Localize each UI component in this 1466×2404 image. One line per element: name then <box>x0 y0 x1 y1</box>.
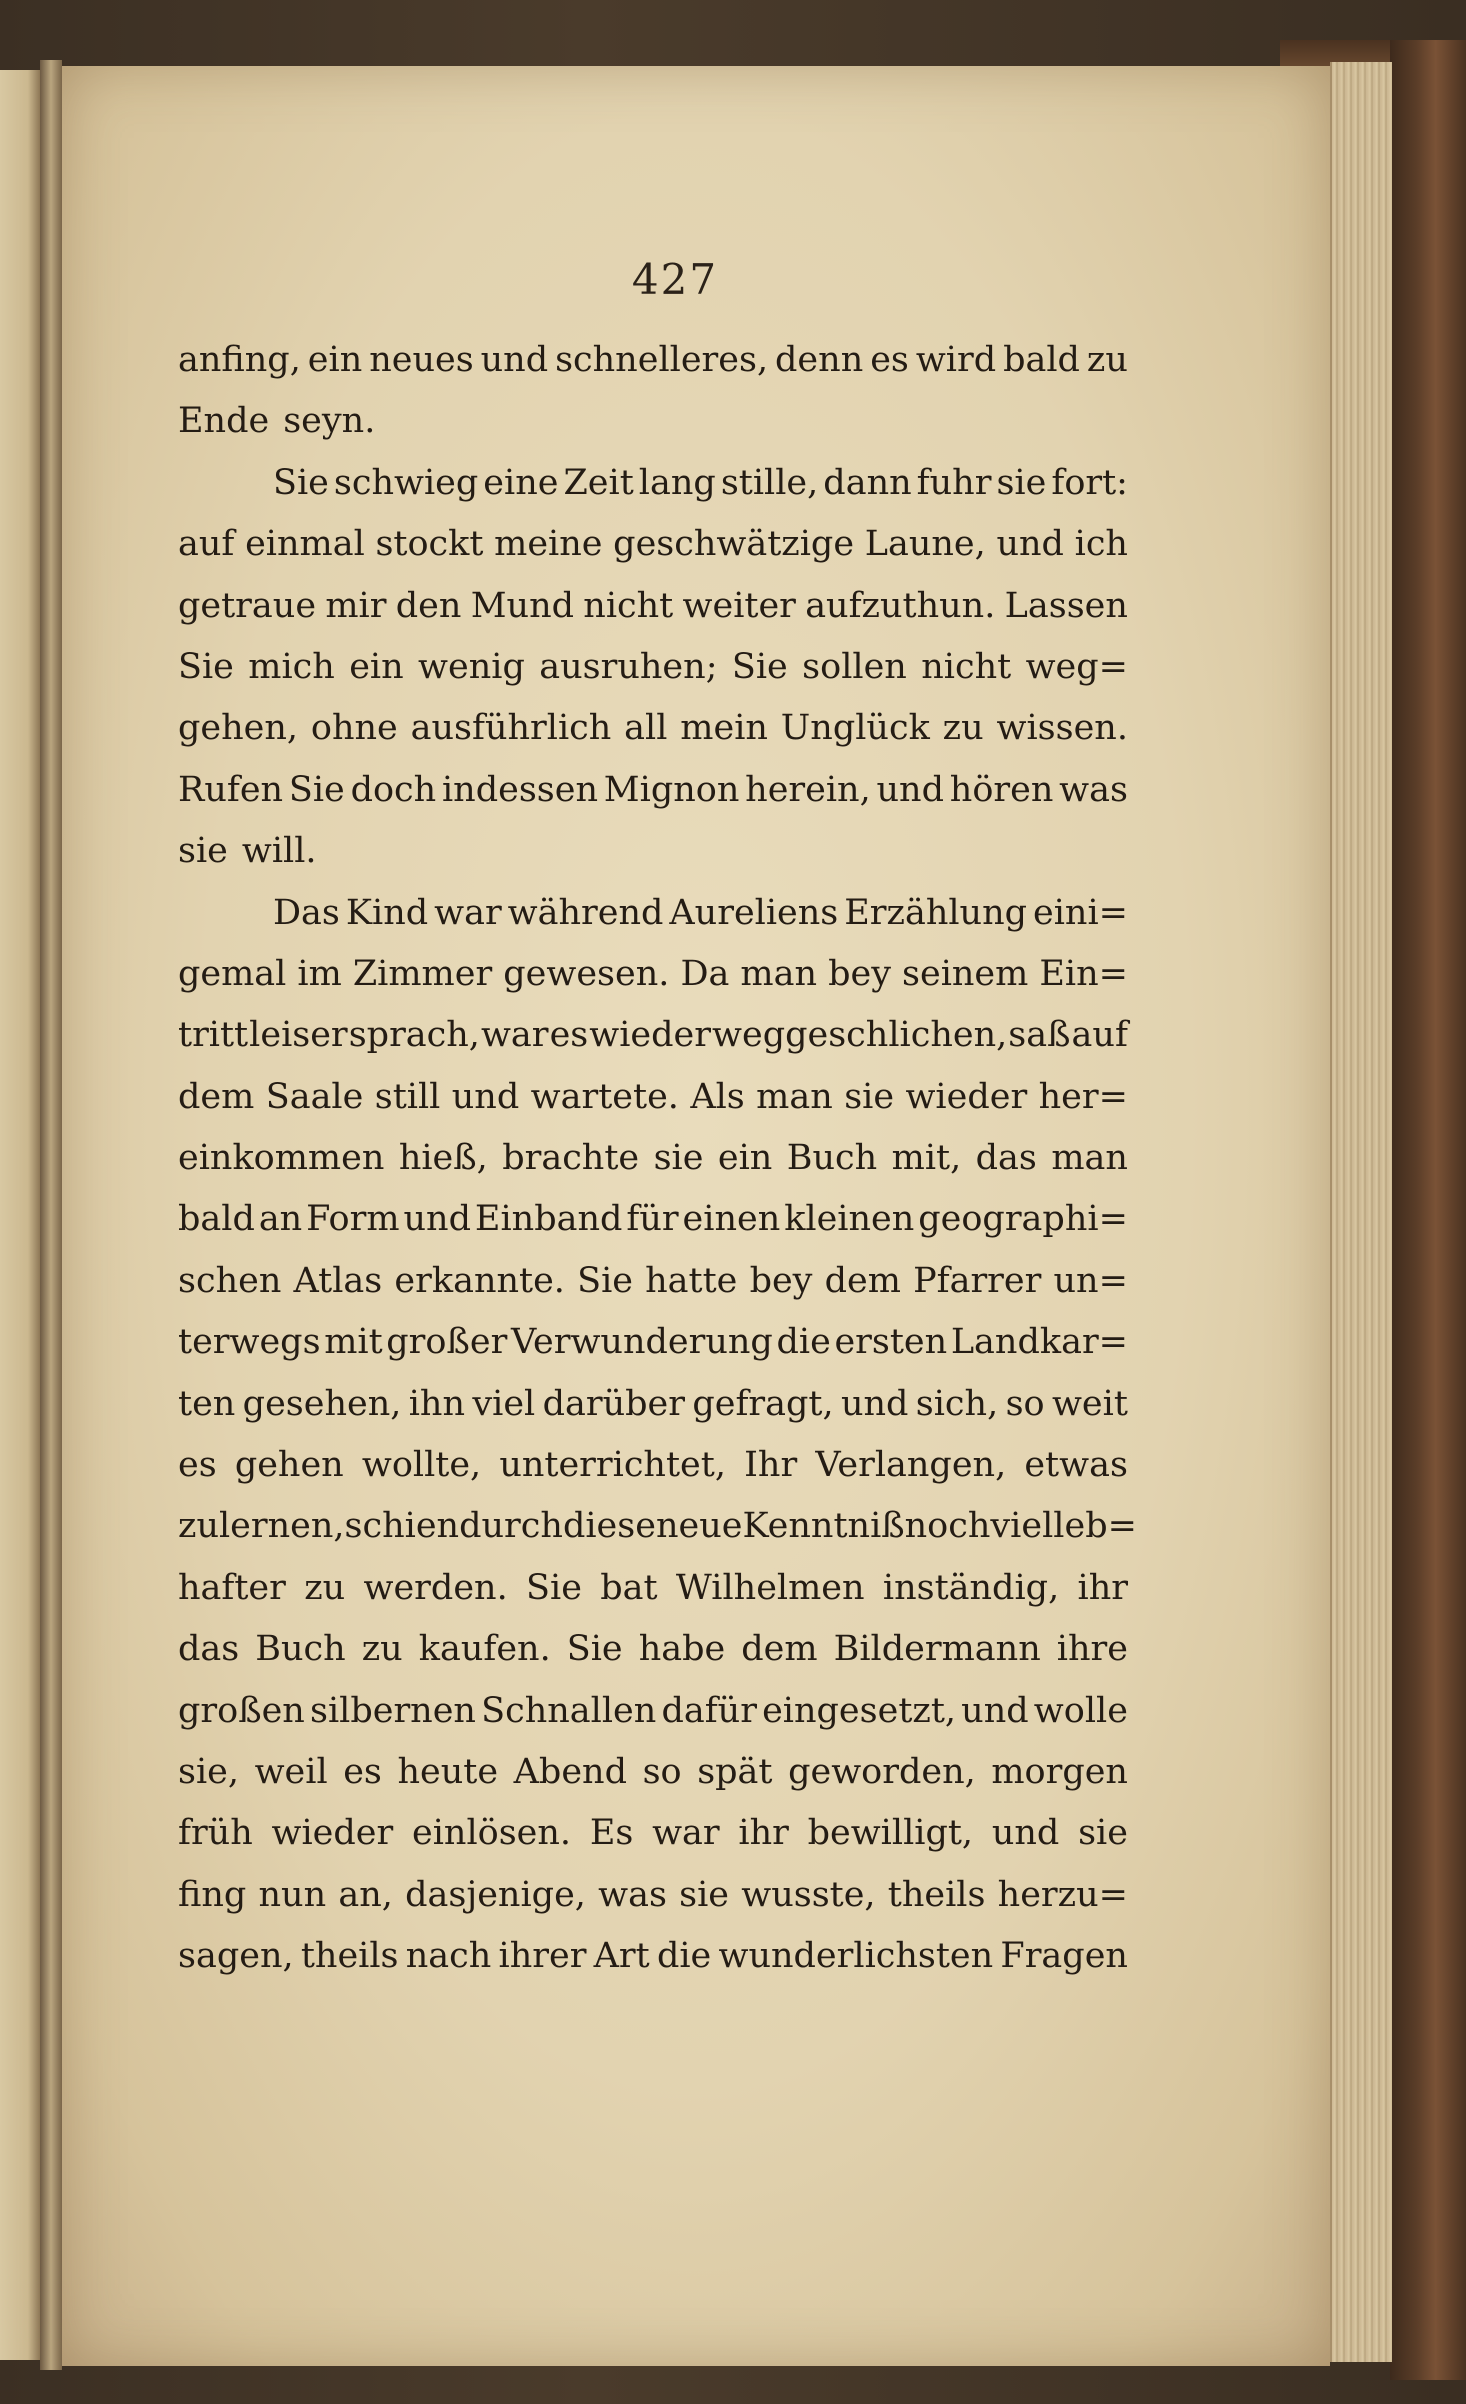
word: das <box>975 1138 1037 1179</box>
word: dann <box>823 462 912 503</box>
word: weg= <box>1025 646 1128 687</box>
text-line <box>178 1251 1128 1312</box>
word: großer <box>386 1322 508 1363</box>
word: Bildermann <box>833 1629 1041 1670</box>
word: weil <box>254 1751 328 1792</box>
word: nun <box>258 1874 327 1915</box>
word: kaufen. <box>418 1629 551 1670</box>
word: Sie <box>273 462 329 503</box>
word: ausruhen; <box>539 646 718 687</box>
word: lang <box>638 462 716 503</box>
word: weiter <box>682 585 796 626</box>
word: ich <box>1074 524 1128 565</box>
word: wunderlichsten <box>718 1936 994 1977</box>
word: habe <box>638 1629 726 1670</box>
word: schnelleres, <box>555 340 769 380</box>
text-line <box>178 1312 1128 1373</box>
word: werden. <box>363 1567 508 1608</box>
word: Verwunderung <box>510 1322 773 1363</box>
word: großen <box>178 1690 305 1731</box>
text-line <box>178 760 1128 821</box>
word: ihre <box>1056 1629 1128 1670</box>
word: gesehen, <box>242 1383 402 1424</box>
word: bewilligt, <box>807 1813 974 1854</box>
word: dem <box>178 1076 255 1117</box>
text-line <box>178 330 1128 391</box>
word: Landkar= <box>950 1322 1128 1363</box>
word: den <box>395 585 462 626</box>
word: leiser <box>249 1015 348 1056</box>
text-line <box>178 821 1128 882</box>
word: hatte <box>645 1260 738 1301</box>
word: wird <box>915 340 997 380</box>
word: hören <box>949 769 1054 810</box>
word: spät <box>697 1751 773 1792</box>
word: denn <box>775 340 864 380</box>
word: Ende <box>178 401 270 442</box>
word: zu <box>1086 340 1128 380</box>
word: eini= <box>1033 892 1128 933</box>
word: sagen, <box>178 1936 294 1977</box>
word: herein, <box>745 769 871 810</box>
word: auf <box>1071 1015 1128 1056</box>
word: und <box>403 1199 471 1240</box>
word: fuhr <box>916 462 992 503</box>
word: sie <box>679 1874 730 1915</box>
word: und <box>961 1690 1029 1731</box>
word: all <box>624 708 668 749</box>
word: neues <box>369 340 474 380</box>
word: während <box>507 892 664 933</box>
word: seinem <box>902 953 1029 994</box>
word: bald <box>178 1199 255 1240</box>
page-fore-edges <box>1330 62 1392 2362</box>
word: Atlas <box>293 1260 383 1301</box>
text-line <box>178 1128 1128 1189</box>
word: wartete. <box>530 1076 679 1117</box>
word: theils <box>300 1936 399 1977</box>
word: dem <box>824 1260 901 1301</box>
word: kleinen <box>784 1199 915 1240</box>
text-line <box>178 453 1128 514</box>
word: einkommen <box>178 1138 385 1179</box>
word: schen <box>178 1260 282 1301</box>
word: bald <box>1003 340 1080 380</box>
word: wieder <box>271 1813 394 1854</box>
word: diese <box>562 1506 656 1547</box>
word: was <box>598 1874 667 1915</box>
word: Laune, <box>864 524 986 565</box>
word: etwas <box>1024 1445 1128 1486</box>
word: doch <box>350 769 437 810</box>
word: gefragt, <box>692 1383 834 1424</box>
word: Fragen <box>1000 1936 1128 1977</box>
page-number: 427 <box>631 255 719 304</box>
word: neue <box>655 1506 743 1547</box>
word: leb= <box>1053 1506 1137 1547</box>
word: sie, <box>178 1751 239 1792</box>
word: Saale <box>265 1076 364 1117</box>
text-line <box>178 1681 1128 1742</box>
word: saß <box>1008 1015 1071 1056</box>
word: ein <box>307 340 363 380</box>
word: mein <box>680 708 768 749</box>
text-line <box>178 1803 1128 1864</box>
word: Wilhelmen <box>675 1567 865 1608</box>
word: an <box>258 1199 303 1240</box>
text-line <box>178 391 1128 452</box>
word: fort: <box>1051 462 1128 503</box>
word: Es <box>589 1813 634 1854</box>
word: Unglück <box>780 708 930 749</box>
word: sprach, <box>348 1015 480 1056</box>
word: Erzählung <box>844 892 1028 933</box>
word: war <box>652 1813 720 1854</box>
word: geschwätzige <box>613 524 855 565</box>
word: und <box>840 1383 909 1424</box>
word: die <box>776 1322 831 1363</box>
word: seyn. <box>283 401 376 442</box>
word: brachte <box>502 1138 640 1179</box>
body-text <box>178 330 1137 1988</box>
word: sie <box>1078 1813 1128 1854</box>
word: die <box>656 1936 712 1977</box>
word: gemal <box>178 953 287 994</box>
word: inständig, <box>882 1567 1060 1608</box>
text-line <box>178 1742 1128 1803</box>
word: Sie <box>288 769 345 810</box>
word: für <box>626 1199 679 1240</box>
word: ten <box>178 1383 236 1424</box>
word: an, <box>338 1874 393 1915</box>
word: meine <box>494 524 603 565</box>
word: Mund <box>470 585 575 626</box>
word: weit <box>1051 1383 1128 1424</box>
word: Schnallen <box>481 1690 657 1731</box>
word: noch <box>904 1506 991 1547</box>
word: ihn <box>408 1383 466 1424</box>
word: Lassen <box>1004 585 1128 626</box>
word: nicht <box>921 646 1012 687</box>
word: wusste, <box>741 1874 876 1915</box>
word: zu <box>361 1629 403 1670</box>
word: Zimmer <box>352 953 493 994</box>
word: man <box>740 953 818 994</box>
word: Das <box>273 892 340 933</box>
word: sie <box>653 1138 704 1179</box>
word: zu <box>178 1506 219 1547</box>
book-cover-edge <box>1390 40 1466 2380</box>
word: einlösen. <box>412 1813 572 1854</box>
word: wenig <box>418 646 525 687</box>
word: Zeit <box>563 462 634 503</box>
word: theils <box>887 1874 986 1915</box>
word: tritt <box>178 1015 249 1056</box>
word: sie <box>844 1076 895 1117</box>
word: Da <box>680 953 730 994</box>
word: un= <box>1053 1260 1128 1301</box>
text-line <box>178 1865 1128 1926</box>
word: Aureliens <box>669 892 839 933</box>
word: Mignon <box>603 769 740 810</box>
word: nach <box>405 1936 492 1977</box>
word: bey <box>828 953 891 994</box>
word: sich, <box>915 1383 999 1424</box>
word: ausführlich <box>410 708 612 749</box>
word: Form <box>306 1199 400 1240</box>
word: Als <box>690 1076 745 1117</box>
word: war <box>480 1015 549 1056</box>
word: mit, <box>891 1138 962 1179</box>
text-line <box>178 1619 1128 1680</box>
text-line <box>178 1189 1128 1250</box>
word: Rufen <box>178 769 284 810</box>
word: wolle <box>1033 1690 1128 1731</box>
word: unterrichtet, <box>499 1445 726 1486</box>
word: heute <box>397 1751 499 1792</box>
word: Abend <box>513 1751 627 1792</box>
text-line <box>178 1558 1128 1619</box>
word: geworden, <box>788 1751 976 1792</box>
word: Sie <box>566 1629 623 1670</box>
word: Ihr <box>744 1445 798 1486</box>
word: ein <box>349 646 404 687</box>
word: Pfarrer <box>913 1260 1042 1301</box>
word: Sie <box>178 646 234 687</box>
word: Buch <box>786 1138 878 1179</box>
word: viel <box>990 1506 1054 1547</box>
word: und <box>991 1813 1060 1854</box>
word: silbernen <box>309 1690 476 1731</box>
word: Art <box>593 1936 650 1977</box>
word: ihrer <box>498 1936 587 1977</box>
word: schwieg <box>333 462 479 503</box>
word: wieder <box>589 1015 711 1056</box>
word: her= <box>1038 1076 1128 1117</box>
word: man <box>756 1076 833 1117</box>
word: durch <box>459 1506 563 1547</box>
word: aufzuthun. <box>805 585 996 626</box>
text-line <box>178 1005 1128 1066</box>
word: Verlangen, <box>815 1445 1007 1486</box>
text-line <box>178 944 1128 1005</box>
text-line <box>178 514 1128 575</box>
word: herzu= <box>997 1874 1128 1915</box>
word: mich <box>248 646 335 687</box>
word: ihr <box>738 1813 789 1854</box>
text-line <box>178 1496 1137 1557</box>
word: war <box>434 892 502 933</box>
word: will. <box>241 831 317 872</box>
word: ersten <box>834 1322 948 1363</box>
word: mir <box>325 585 387 626</box>
word: im <box>297 953 342 994</box>
word: anfing, <box>178 340 301 380</box>
word: dem <box>741 1629 818 1670</box>
word: darüber <box>542 1383 685 1424</box>
word: getraue <box>178 585 317 626</box>
word: Einband <box>474 1199 623 1240</box>
word: eine <box>483 462 559 503</box>
word: das <box>178 1629 240 1670</box>
word: einmal <box>245 524 365 565</box>
word: ohne <box>310 708 398 749</box>
text-line <box>178 883 1128 944</box>
word: stille, <box>720 462 819 503</box>
word: schien <box>344 1506 460 1547</box>
word: mit <box>324 1322 383 1363</box>
word: Kenntniß <box>742 1506 905 1547</box>
word: Ein= <box>1039 953 1128 994</box>
word: gehen, <box>178 708 299 749</box>
text-line <box>178 637 1128 698</box>
text-line <box>178 1435 1128 1496</box>
word: gehen <box>234 1445 344 1486</box>
word: es <box>870 340 909 380</box>
word: Buch <box>255 1629 346 1670</box>
word: erkannte. <box>394 1260 565 1301</box>
left-page-edge <box>0 70 42 2360</box>
book-gutter <box>40 60 62 2370</box>
word: bat <box>600 1567 658 1608</box>
word: dafür <box>661 1690 757 1731</box>
text-line <box>178 1926 1128 1987</box>
word: was <box>1059 769 1128 810</box>
word: und <box>451 1076 520 1117</box>
word: morgen <box>991 1751 1128 1792</box>
text-line <box>178 1374 1128 1435</box>
word: Sie <box>731 646 788 687</box>
word: früh <box>178 1813 253 1854</box>
word: viel <box>472 1383 536 1424</box>
word: es <box>549 1015 589 1056</box>
word: so <box>1005 1383 1045 1424</box>
word: stockt <box>375 524 484 565</box>
word: bey <box>749 1260 813 1301</box>
word: wieder <box>905 1076 1028 1117</box>
word: eingesetzt, <box>762 1690 957 1731</box>
word: wissen. <box>996 708 1128 749</box>
word: indessen <box>441 769 598 810</box>
word: es <box>178 1445 217 1486</box>
word: hieß, <box>398 1138 488 1179</box>
text-line <box>178 1067 1128 1128</box>
word: Sie <box>526 1567 582 1608</box>
word: sie <box>178 831 228 872</box>
word: still <box>374 1076 441 1117</box>
text-line <box>178 576 1128 637</box>
word: sollen <box>802 646 907 687</box>
word: man <box>1051 1138 1128 1179</box>
word: einen <box>682 1199 781 1240</box>
word: so <box>642 1751 682 1792</box>
word: auf <box>178 524 235 565</box>
word: geographi= <box>918 1199 1128 1240</box>
word: wollte, <box>361 1445 482 1486</box>
word: und <box>480 340 549 380</box>
word: nicht <box>583 585 674 626</box>
word: und <box>876 769 944 810</box>
word: ihr <box>1077 1567 1128 1608</box>
word: zu <box>304 1567 346 1608</box>
word: Kind <box>345 892 429 933</box>
word: terwegs <box>178 1322 321 1363</box>
word: hafter <box>178 1567 286 1608</box>
word: gewesen. <box>503 953 670 994</box>
word: dasjenige, <box>405 1874 586 1915</box>
word: sie <box>996 462 1047 503</box>
text-line <box>178 698 1128 759</box>
word: es <box>343 1751 382 1792</box>
word: weggeschlichen, <box>712 1015 1008 1056</box>
word: zu <box>942 708 984 749</box>
word: und <box>996 524 1064 565</box>
word: ein <box>717 1138 773 1179</box>
word: Sie <box>577 1260 633 1301</box>
word: fing <box>178 1874 247 1915</box>
word: lernen, <box>218 1506 345 1547</box>
